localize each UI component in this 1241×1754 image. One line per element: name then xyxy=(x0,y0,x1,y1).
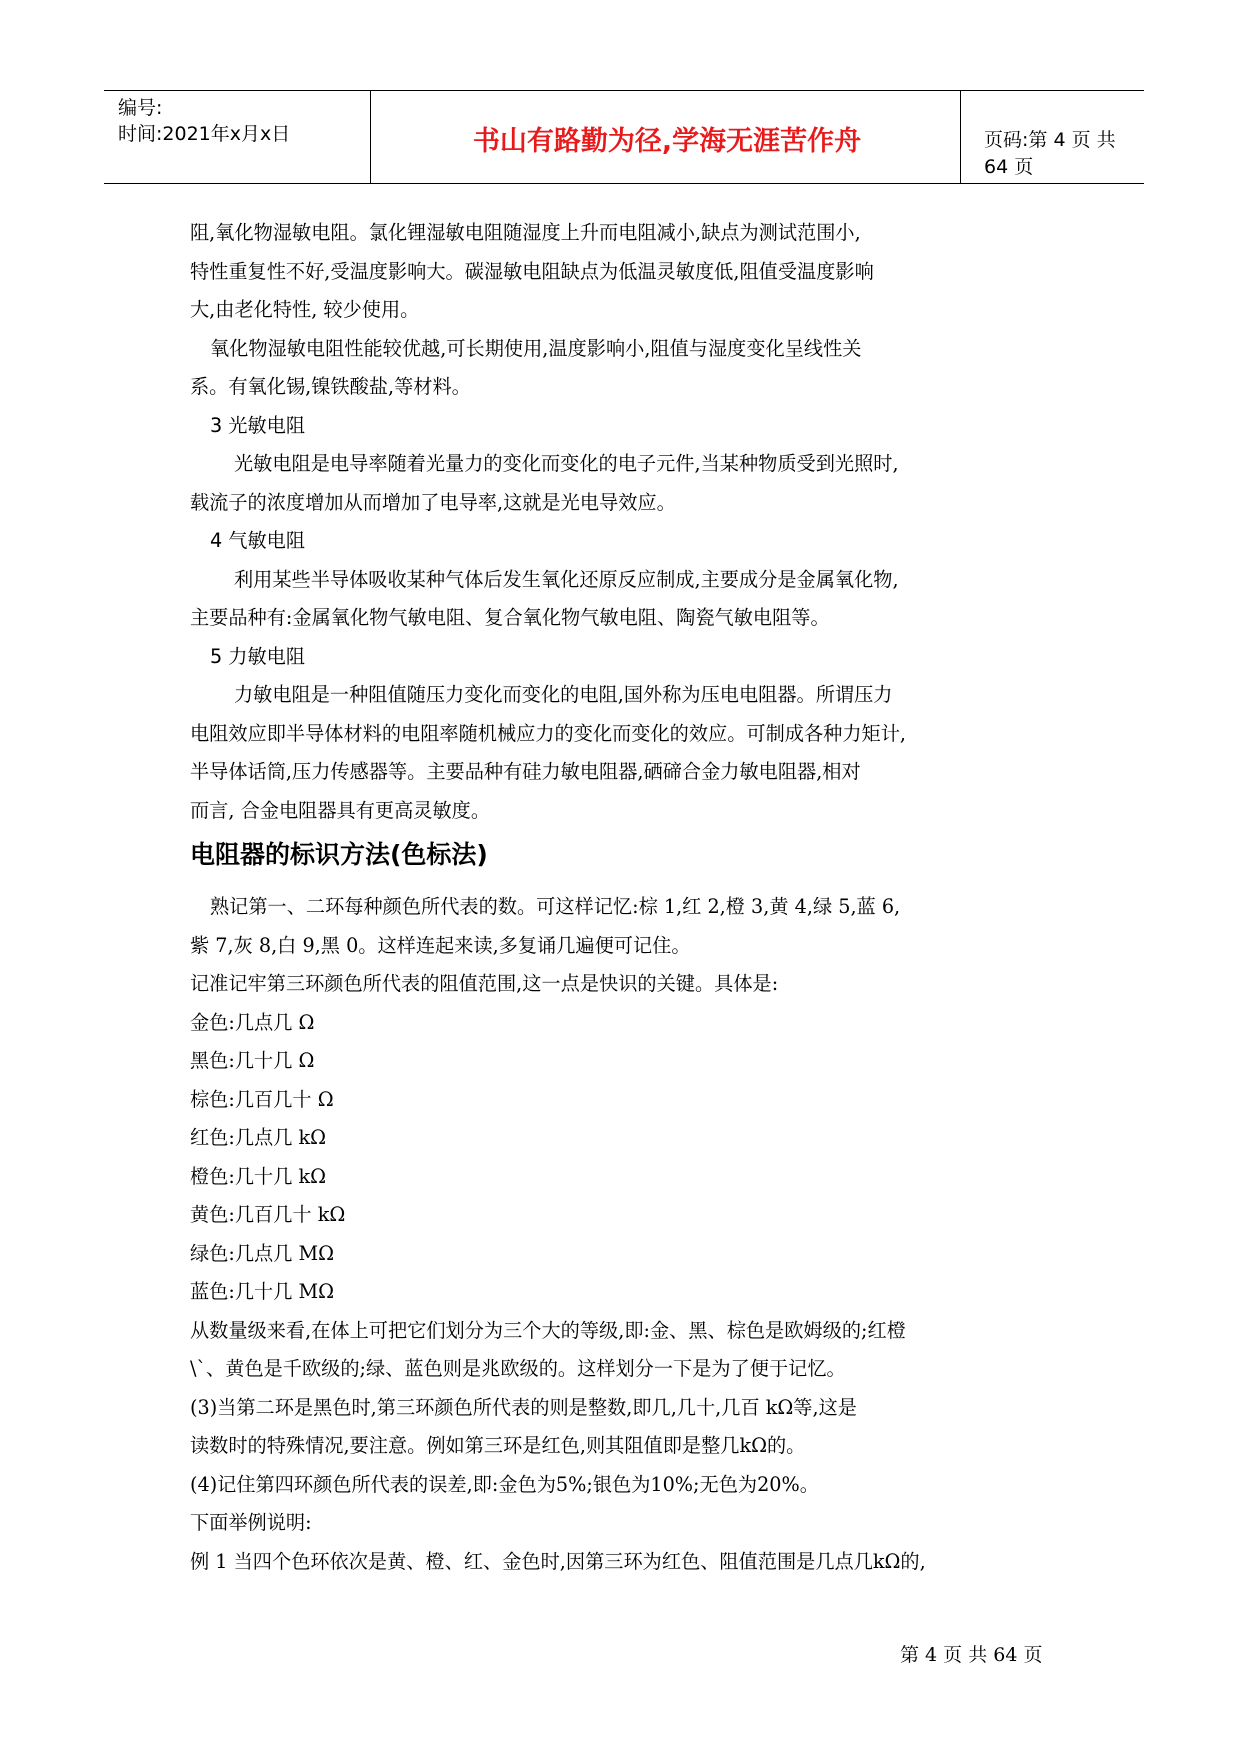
color-range-item: 金色:几点几 Ω xyxy=(190,1010,315,1034)
color-range-item: 绿色:几点几 MΩ xyxy=(190,1241,335,1265)
paragraph-line: 熟记第一、二环每种颜色所代表的数。可这样记忆:棕 1,红 2,橙 3,黄 4,绿 5,蓝 6, xyxy=(210,895,901,918)
paragraph-line: 电阻效应即半导体材料的电阻率随机械应力的变化而变化的效应。可制成各种力矩计, xyxy=(190,721,907,745)
paragraph-line: (3)当第二环是黑色时,第三环颜色所代表的则是整数,即几,几十,几百 kΩ等,这是 xyxy=(190,1395,857,1419)
paragraph-line: \`、黄色是千欧级的;绿、蓝色则是兆欧级的。这样划分一下是为了便于记忆。 xyxy=(190,1357,846,1380)
paragraph-line: 系。有氧化锡,镍铁酸盐,等材料。 xyxy=(190,375,471,398)
paragraph-line: 力敏电阻是一种阻值随压力变化而变化的电阻,国外称为压电电阻器。所谓压力 xyxy=(234,683,893,706)
paragraph-line: 利用某些半导体吸收某种气体后发生氧化还原反应制成,主要成分是金属氧化物, xyxy=(234,567,899,591)
subheading-photoresistor: 3 光敏电阻 xyxy=(210,413,306,437)
color-range-item: 蓝色:几十几 MΩ xyxy=(190,1280,335,1303)
header-motto: 书山有路勤为径,学海无涯苦作舟 xyxy=(472,126,862,157)
paragraph-line: 光敏电阻是电导率随着光量力的变化而变化的电子元件,当某种物质受到光照时, xyxy=(234,452,899,475)
paragraph-line: 载流子的浓度增加从而增加了电导率,这就是光电导效应。 xyxy=(190,490,676,514)
paragraph-line: 阻,氧化物湿敏电阻。氯化锂湿敏电阻随湿度上升而电阻减小,缺点为测试范围小, xyxy=(190,221,861,244)
paragraph-line: 特性重复性不好,受温度影响大。碳湿敏电阻缺点为低温灵敏度低,阻值受温度影响 xyxy=(190,259,874,283)
subheading-force-resistor: 5 力敏电阻 xyxy=(210,644,306,668)
paragraph-line: 下面举例说明: xyxy=(190,1511,312,1534)
number-label: 编号: xyxy=(118,97,163,119)
paragraph-line: 大,由老化特性, 较少使用。 xyxy=(190,298,420,321)
paragraph-line: 从数量级来看,在体上可把它们划分为三个大的等级,即:金、黑、棕色是欧姆级的;红橙 xyxy=(190,1318,906,1342)
paragraph-line: 紫 7,灰 8,白 9,黑 0。这样连起来读,多复诵几遍便可记住。 xyxy=(190,933,691,957)
color-range-item: 黄色:几百几十 kΩ xyxy=(190,1203,346,1226)
color-range-item: 黑色:几十几 Ω xyxy=(190,1049,315,1072)
header-meta xyxy=(118,95,290,147)
color-range-item: 红色:几点几 kΩ xyxy=(190,1126,327,1149)
color-range-item: 橙色:几十几 kΩ xyxy=(190,1164,327,1188)
paragraph-line: (4)记住第四环颜色所代表的误差,即:金色为5%;银色为10%;无色为20%。 xyxy=(190,1472,819,1496)
time-label: 时间:2021年x月x日 xyxy=(118,123,291,145)
page-header xyxy=(104,90,1144,184)
paragraph-line: 读数时的特殊情况,要注意。例如第三环是红色,则其阻值即是整几kΩ的。 xyxy=(190,1434,806,1457)
paragraph-line: 氧化物湿敏电阻性能较优越,可长期使用,温度影响小,阻值与湿度变化呈线性关 xyxy=(210,336,862,360)
document-body xyxy=(190,214,1070,1581)
color-range-item: 棕色:几百几十 Ω xyxy=(190,1087,334,1111)
paragraph-line: 半导体话筒,压力传感器等。主要品种有硅力敏电阻器,硒碲合金力敏电阻器,相对 xyxy=(190,760,861,783)
paragraph-line: 例 1 当四个色环依次是黄、橙、红、金色时,因第三环为红色、阻值范围是几点几kΩ的, xyxy=(190,1549,926,1573)
page-footer: 第 4 页 共 64 页 xyxy=(900,1644,1043,1666)
paragraph-line: 记准记牢第三环颜色所代表的阻值范围,这一点是快识的关键。具体是: xyxy=(190,972,779,995)
subheading-gas-resistor: 4 气敏电阻 xyxy=(210,529,306,552)
header-page-number: 页码:第 4 页 共 64 页 xyxy=(984,129,1116,178)
header-divider xyxy=(960,91,961,183)
header-divider xyxy=(370,91,371,183)
section-title: 电阻器的标识方法(色标法) xyxy=(190,840,488,869)
paragraph-line: 主要品种有:金属氧化物气敏电阻、复合氧化物气敏电阻、陶瓷气敏电阻等。 xyxy=(190,606,830,629)
paragraph-line: 而言, 合金电阻器具有更高灵敏度。 xyxy=(190,798,491,822)
